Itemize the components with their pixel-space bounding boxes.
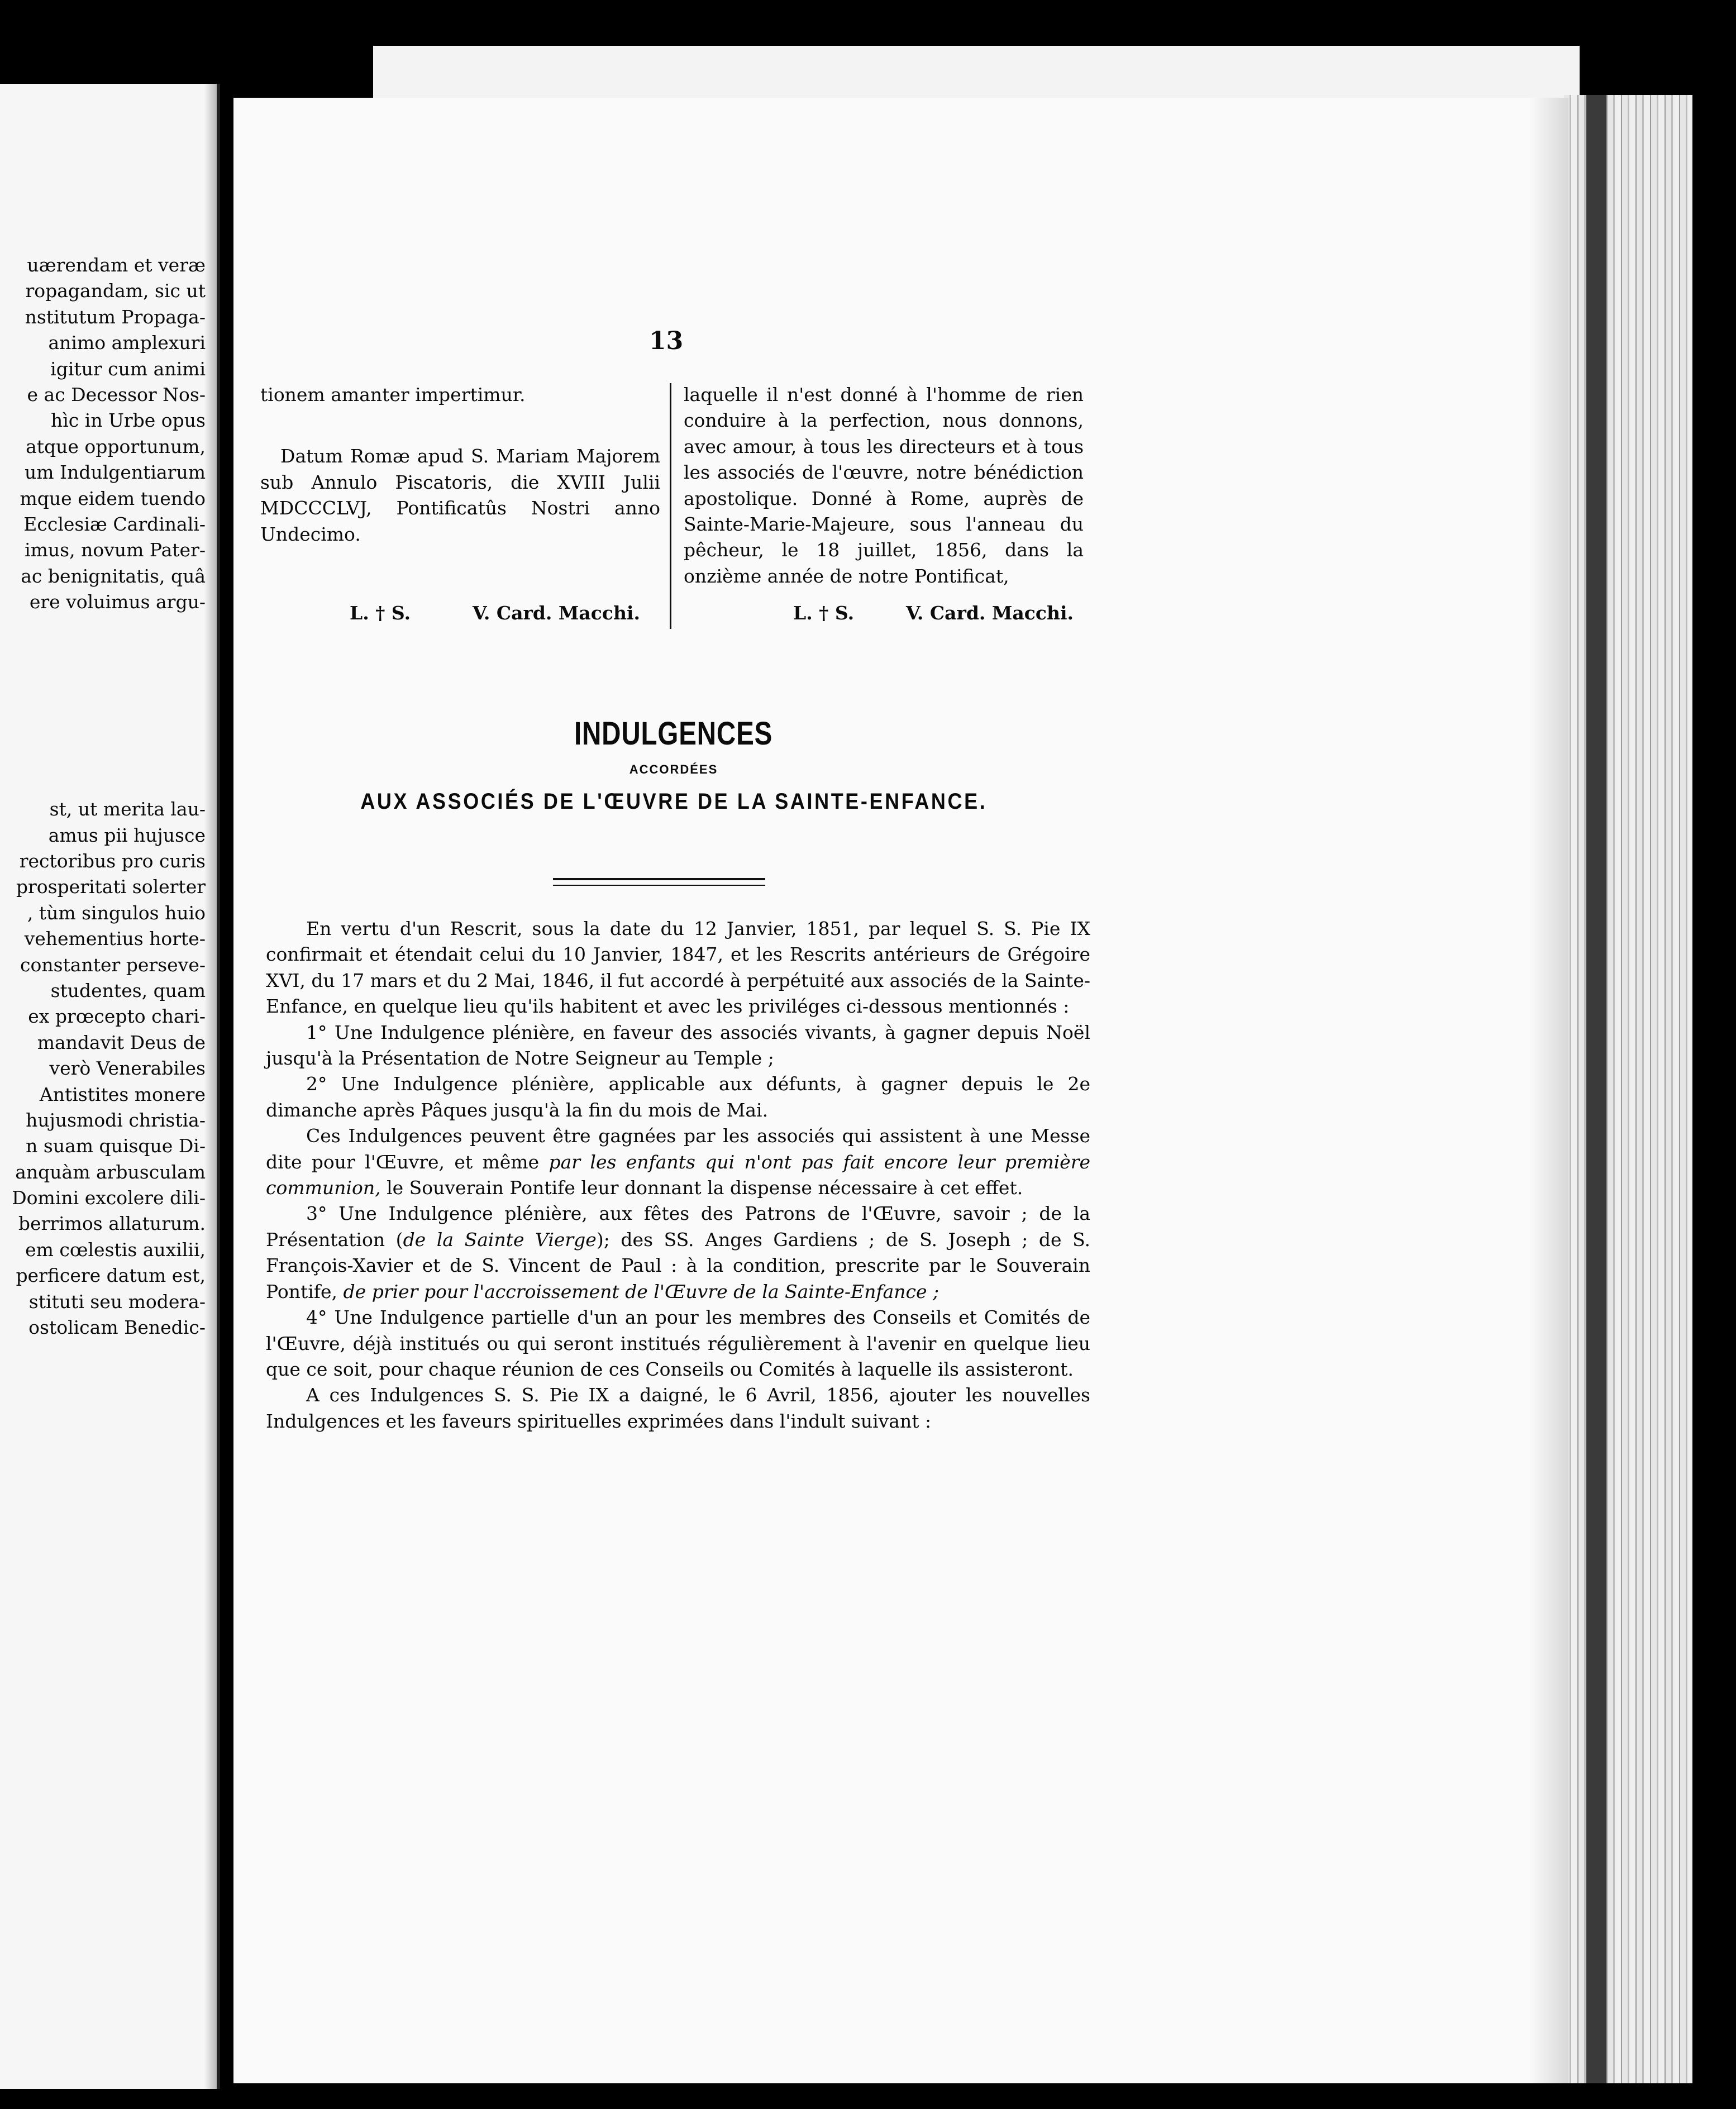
- latin-datum: Datum Romæ apud S. Mariam Majorem sub Annulo Piscatoris, die XVIII Julii MDCCCLVJ, Pontificatûs Nostri anno Undecimo.: [260, 445, 660, 545]
- facing-page-line: perficere datum est,: [16, 1265, 206, 1287]
- french-column: [684, 382, 1084, 589]
- facing-page-line: vehementius horte-: [24, 928, 206, 950]
- latin-opening: tionem amanter impertimur.: [260, 384, 526, 405]
- facing-page-line: anquàm arbusculam: [15, 1161, 206, 1183]
- handwritten-insertion: par les enfants qui n'ont pas fait encore leur première communion,: [266, 1151, 1090, 1199]
- paragraph-messe: Ces Indulgences peuvent être gagnées par les associés qui assistent à une Messe dite pour l'Œuvre, et même par les enfants qui n'ont pas fait encore leur première communion, le Souverain Pontife leur donnant la dispense nécessaire à cet effet.: [266, 1125, 1090, 1199]
- binding-shadow: [1586, 95, 1606, 2083]
- latin-seal: L. † S.: [350, 602, 411, 624]
- french-closing-text: laquelle il n'est donné à l'homme de rien conduire à la perfection, nous donnons, avec amour, à tous les directeurs et à tous les associés de l'œuvre, notre bénédiction apostolique. Donné à Rome, auprès de Sainte-Marie-Majeure, sous l'anneau du pêcheur, le 18 juillet, 1856, dans la onzième année de notre Pontificat,: [684, 384, 1084, 587]
- facing-page-line: berrimos allaturum.: [18, 1213, 206, 1235]
- facing-page-line: st, ut merita lau-: [49, 798, 206, 820]
- page-number: 13: [649, 327, 684, 355]
- heading-line3: AUX ASSOCIÉS DE L'ŒUVRE DE LA SAINTE-ENFANCE.: [360, 789, 987, 814]
- facing-page-line: Ecclesiæ Cardinali-: [23, 513, 206, 535]
- paragraph-pie-ix: A ces Indulgences S. S. Pie IX a daigné, le 6 Avril, 1856, ajouter les nouvelles Indulgences et les faveurs spirituelles exprimées dans l'indult suivant :: [266, 1384, 1090, 1432]
- facing-page-line: n suam quisque Di-: [26, 1135, 206, 1157]
- facing-page-line: ex prœcepto chari-: [28, 1005, 206, 1028]
- facing-page-line: ac benignitatis, quâ: [21, 565, 206, 587]
- facing-page-line: , tùm singulos huio: [27, 901, 206, 924]
- latin-column: [260, 382, 660, 547]
- facing-page-line: imus, novum Pater-: [25, 539, 206, 561]
- facing-page-line: mque eidem tuendo: [20, 487, 206, 509]
- facing-page-line: constanter perseve-: [20, 953, 206, 976]
- facing-page-line: nstitutum Propaga-: [25, 306, 206, 328]
- paragraph-indulgence-4: 4° Une Indulgence partielle d'un an pour les membres des Conseils et Comités de l'Œuvre, déjà institués ou qui seront institués régulièrement à l'avenir en quelque lieu que ce soit, pour chaque réunion de ces Conseils ou Comités à laquelle ils assisteront.: [266, 1306, 1090, 1380]
- facing-page-line: [0, 719, 212, 745]
- paragraph-indulgence-1: 1° Une Indulgence plénière, en faveur des associés vivants, à gagner depuis Noël jusqu'à la Présentation de Notre Seigneur au Temple ;: [266, 1021, 1090, 1070]
- facing-page-line: verò Venerabiles: [49, 1057, 206, 1080]
- facing-page-line: amus pii hujusce: [48, 824, 206, 846]
- heading-title: INDULGENCES: [574, 715, 773, 752]
- body-text: [266, 916, 1090, 1434]
- facing-page-line: hìc in Urbe opus: [51, 409, 206, 432]
- facing-page-line: ostolicam Benedic-: [28, 1316, 206, 1339]
- french-signatory: V. Card. Macchi.: [906, 602, 1074, 624]
- facing-page-line: uærendam et veræ: [27, 254, 206, 276]
- facing-page-line: animo amplexuri: [48, 332, 206, 354]
- decorative-rule: [553, 878, 765, 886]
- facing-page-line: mandavit Deus de: [37, 1031, 206, 1053]
- facing-page-line: um Indulgentiarum: [25, 461, 206, 484]
- column-divider: [670, 383, 671, 629]
- facing-page-line: prosperitati solerter: [16, 876, 206, 898]
- facing-page-line: [0, 667, 212, 693]
- facing-page-line: igitur cum animi: [50, 357, 206, 380]
- facing-page-line: ropagandam, sic ut: [25, 280, 206, 302]
- latin-signatory: V. Card. Macchi.: [473, 602, 641, 624]
- facing-page-line: [0, 745, 212, 770]
- facing-page-line: e ac Decessor Nos-: [27, 383, 206, 405]
- facing-page-line: [0, 641, 212, 667]
- page-edge-fade: [1529, 98, 1568, 2083]
- facing-page-line: [0, 693, 212, 719]
- facing-page-line: hujusmodi christia-: [26, 1109, 206, 1131]
- facing-page-line: Antistites monere: [39, 1083, 206, 1105]
- facing-page-line: atque opportunum,: [26, 435, 206, 457]
- facing-page-line: [0, 771, 212, 796]
- paragraph-indulgence-2: 2° Une Indulgence plénière, applicable aux défunts, à gagner depuis le 2e dimanche après Pâques jusqu'à la fin du mois de Mai.: [266, 1073, 1090, 1121]
- facing-page-line: [0, 615, 212, 641]
- facing-page-line: studentes, quam: [50, 979, 206, 1001]
- facing-page-line: em cœlestis auxilii,: [25, 1238, 206, 1261]
- paragraph-rescrit: En vertu d'un Rescrit, sous la date du 12 Janvier, 1851, par lequel S. S. Pie IX confirmait et étendait celui du 10 Janvier, 1847, et les Rescrits antérieurs de Grégoire XVI, du 17 mars et du 2 Mai, 1846, il fut accordé à perpétuité aux associés de la Sainte-Enfance, en quelque lieu qu'ils habitent et avec les priviléges ci-dessous mentionnés :: [266, 918, 1090, 1018]
- french-seal: L. † S.: [793, 602, 855, 624]
- book-page-edges: [1564, 95, 1692, 2083]
- section-heading: [260, 715, 1087, 814]
- facing-page-text-fragment: [0, 252, 212, 1340]
- facing-page-line: Domini excolere dili-: [12, 1187, 206, 1209]
- paragraph-indulgence-3: 3° Une Indulgence plénière, aux fêtes des Patrons de l'Œuvre, savoir ; de la Présentation (de la Sainte Vierge); des SS. Anges Gardiens ; de S. Joseph ; de S. François-Xavier et de S. Vincent de Paul : à la condition, prescrite par le Souverain Pontife, de prier pour l'accroissement de l'Œuvre de la Sainte-Enfance ;: [266, 1203, 1090, 1302]
- facing-page-line: rectoribus pro curis: [19, 850, 206, 872]
- heading-subtitle: ACCORDÉES: [629, 762, 718, 776]
- facing-page-line: ere voluimus argu-: [29, 591, 206, 613]
- facing-page-line: stituti seu modera-: [28, 1290, 206, 1313]
